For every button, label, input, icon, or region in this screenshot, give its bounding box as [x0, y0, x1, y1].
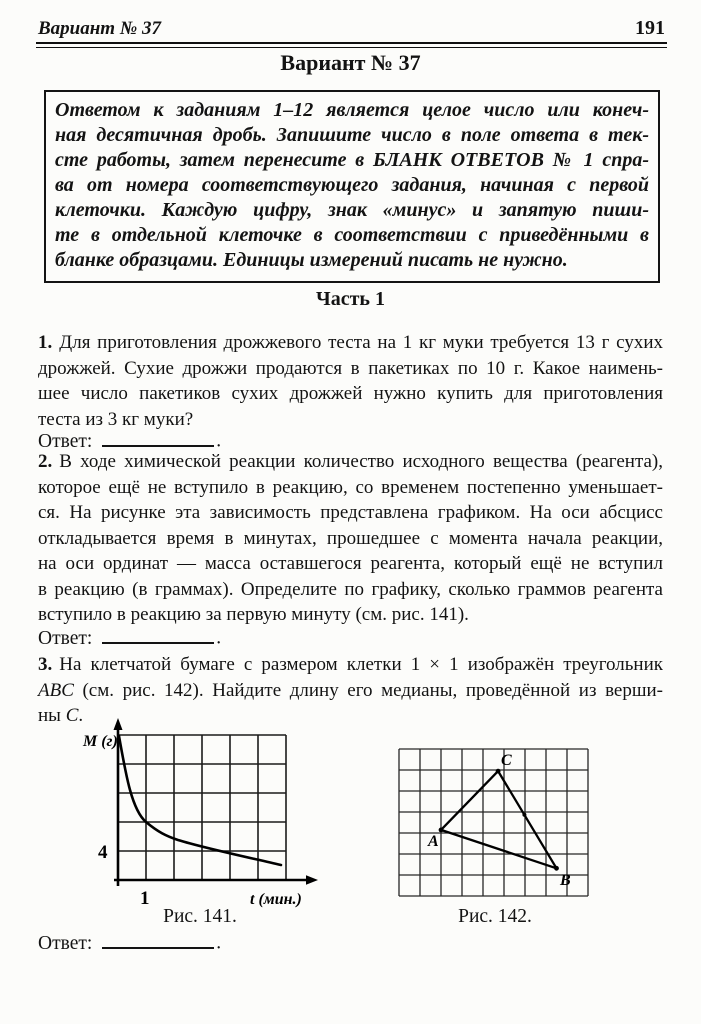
- problem-text-line: на оси ординат — масса оставшегося реагента, который ещё не вступил: [38, 553, 663, 574]
- header-rule: [36, 42, 667, 48]
- problem-text: (см. рис. 142). Найдите длину его медианы, проведённой из верши-: [73, 679, 663, 701]
- y-axis-arrow-icon: [114, 718, 123, 730]
- problem-text-line: [38, 652, 663, 678]
- problem-text-line: дрожжей. Сухие дрожжи продаются в пакетиках по 10 г. Какое наимень-: [38, 357, 663, 379]
- vertex-c-label: C: [501, 752, 512, 769]
- running-header: [38, 17, 665, 40]
- problem-text: ны: [38, 705, 66, 726]
- answer-label: Ответ:: [38, 932, 93, 954]
- problem-number: 1.: [38, 332, 53, 353]
- problem-text-line: [38, 678, 663, 704]
- problem-text: В ходе химической реакции количество исходного вещества (реагента),: [59, 451, 663, 472]
- chart-grid-vertical: [118, 735, 286, 880]
- problem-text-line: вступило в реакцию за первую минуту (см. рис. 141).: [38, 604, 469, 625]
- answer-label: Ответ:: [38, 430, 93, 452]
- problem-text-line: теста из 3 кг муки?: [38, 408, 194, 430]
- answer-blank-line: [102, 428, 214, 447]
- instruction-line: ва от номера соответствующего задания, начиная с первой: [55, 174, 649, 196]
- x-tick-1: 1: [140, 888, 150, 909]
- problem-text-line: которое ещё не вступило в реакцию, со временем постепенно уменьшает-: [38, 476, 663, 498]
- x-axis-label: t (мин.): [250, 891, 302, 908]
- instruction-line: сте работы, затем перенесите в БЛАНК ОТВЕТОВ № 1 спра-: [55, 149, 649, 171]
- figure-142-triangle: [397, 747, 591, 899]
- y-tick-4: 4: [98, 842, 108, 863]
- problem-text-line: шее число пакетиков сухих дрожжей нужно купить для приготовления: [38, 383, 663, 404]
- vertex-b-label: B: [560, 872, 571, 889]
- instruction-line: ная десятичная дробь. Запишите число в поле ответа в тек-: [55, 124, 649, 146]
- vertex-c-dot: [496, 769, 501, 774]
- answer-blank-line: [102, 930, 214, 949]
- answer-label: Ответ:: [38, 627, 93, 649]
- answer-period: .: [216, 627, 222, 649]
- vertex-a-dot: [439, 828, 444, 833]
- problem-text-line: в реакцию (в граммах). Определите по графику, сколько граммов реагента: [38, 578, 663, 600]
- problem-text-line: откладывается время в минутах, прошедшее с момента начала реакции,: [38, 527, 663, 549]
- point-on-cb-dot: [522, 813, 526, 817]
- problem-number: 3.: [38, 654, 53, 675]
- problem-text: На клетчатой бумаге с размером клетки 1 × 1 изображён треугольник: [59, 654, 663, 675]
- math-vertex-name: C: [65, 705, 79, 726]
- triangle-grid-figure: [397, 747, 591, 899]
- figure-142-caption: Рис. 142.: [458, 906, 532, 927]
- instruction-line: бланке образцами. Единицы измерений писать не нужно.: [55, 249, 568, 271]
- problem-2: [38, 449, 663, 628]
- answer-blank-line: [102, 625, 214, 644]
- vertex-b-dot: [554, 866, 559, 871]
- instruction-box: [44, 90, 660, 283]
- answer-row-2: [38, 625, 221, 650]
- part-heading: Часть 1: [316, 288, 385, 310]
- figure-141-caption: Рис. 141.: [163, 906, 237, 927]
- problem-number: 2.: [38, 451, 53, 472]
- reaction-mass-chart: [80, 718, 340, 910]
- y-axis-label: M (г): [83, 733, 118, 750]
- figure-141-graph: [80, 718, 340, 910]
- problem-text-line: [38, 449, 663, 475]
- problem-text: Для приготовления дрожжевого теста на 1 кг муки требуется 13 г сухих: [59, 332, 663, 353]
- answer-row-3: [38, 930, 221, 955]
- instruction-line: те в отдельной клеточке в соответствии с приведёнными в: [55, 224, 649, 246]
- page-number: 191: [635, 17, 665, 39]
- problem-text: .: [78, 705, 84, 726]
- problem-text-line: [38, 330, 663, 356]
- x-axis-arrow-icon: [306, 875, 318, 884]
- instruction-line: клеточки. Каждую цифру, знак «минус» и запятую пиши-: [55, 199, 649, 221]
- problem-text-line: ся. На рисунке эта зависимость представлена графиком. На оси абсцисс: [38, 502, 663, 523]
- running-header-title: Вариант № 37: [38, 18, 161, 39]
- answer-period: .: [216, 430, 222, 452]
- instruction-line: Ответом к заданиям 1–12 является целое число или конеч-: [55, 99, 649, 121]
- reagent-mass-curve: [119, 736, 281, 865]
- math-triangle-name: ABC: [38, 679, 74, 701]
- vertex-a-label: A: [428, 833, 439, 850]
- answer-period: .: [216, 932, 222, 954]
- problem-1: [38, 330, 663, 432]
- page-title: Вариант № 37: [280, 50, 421, 75]
